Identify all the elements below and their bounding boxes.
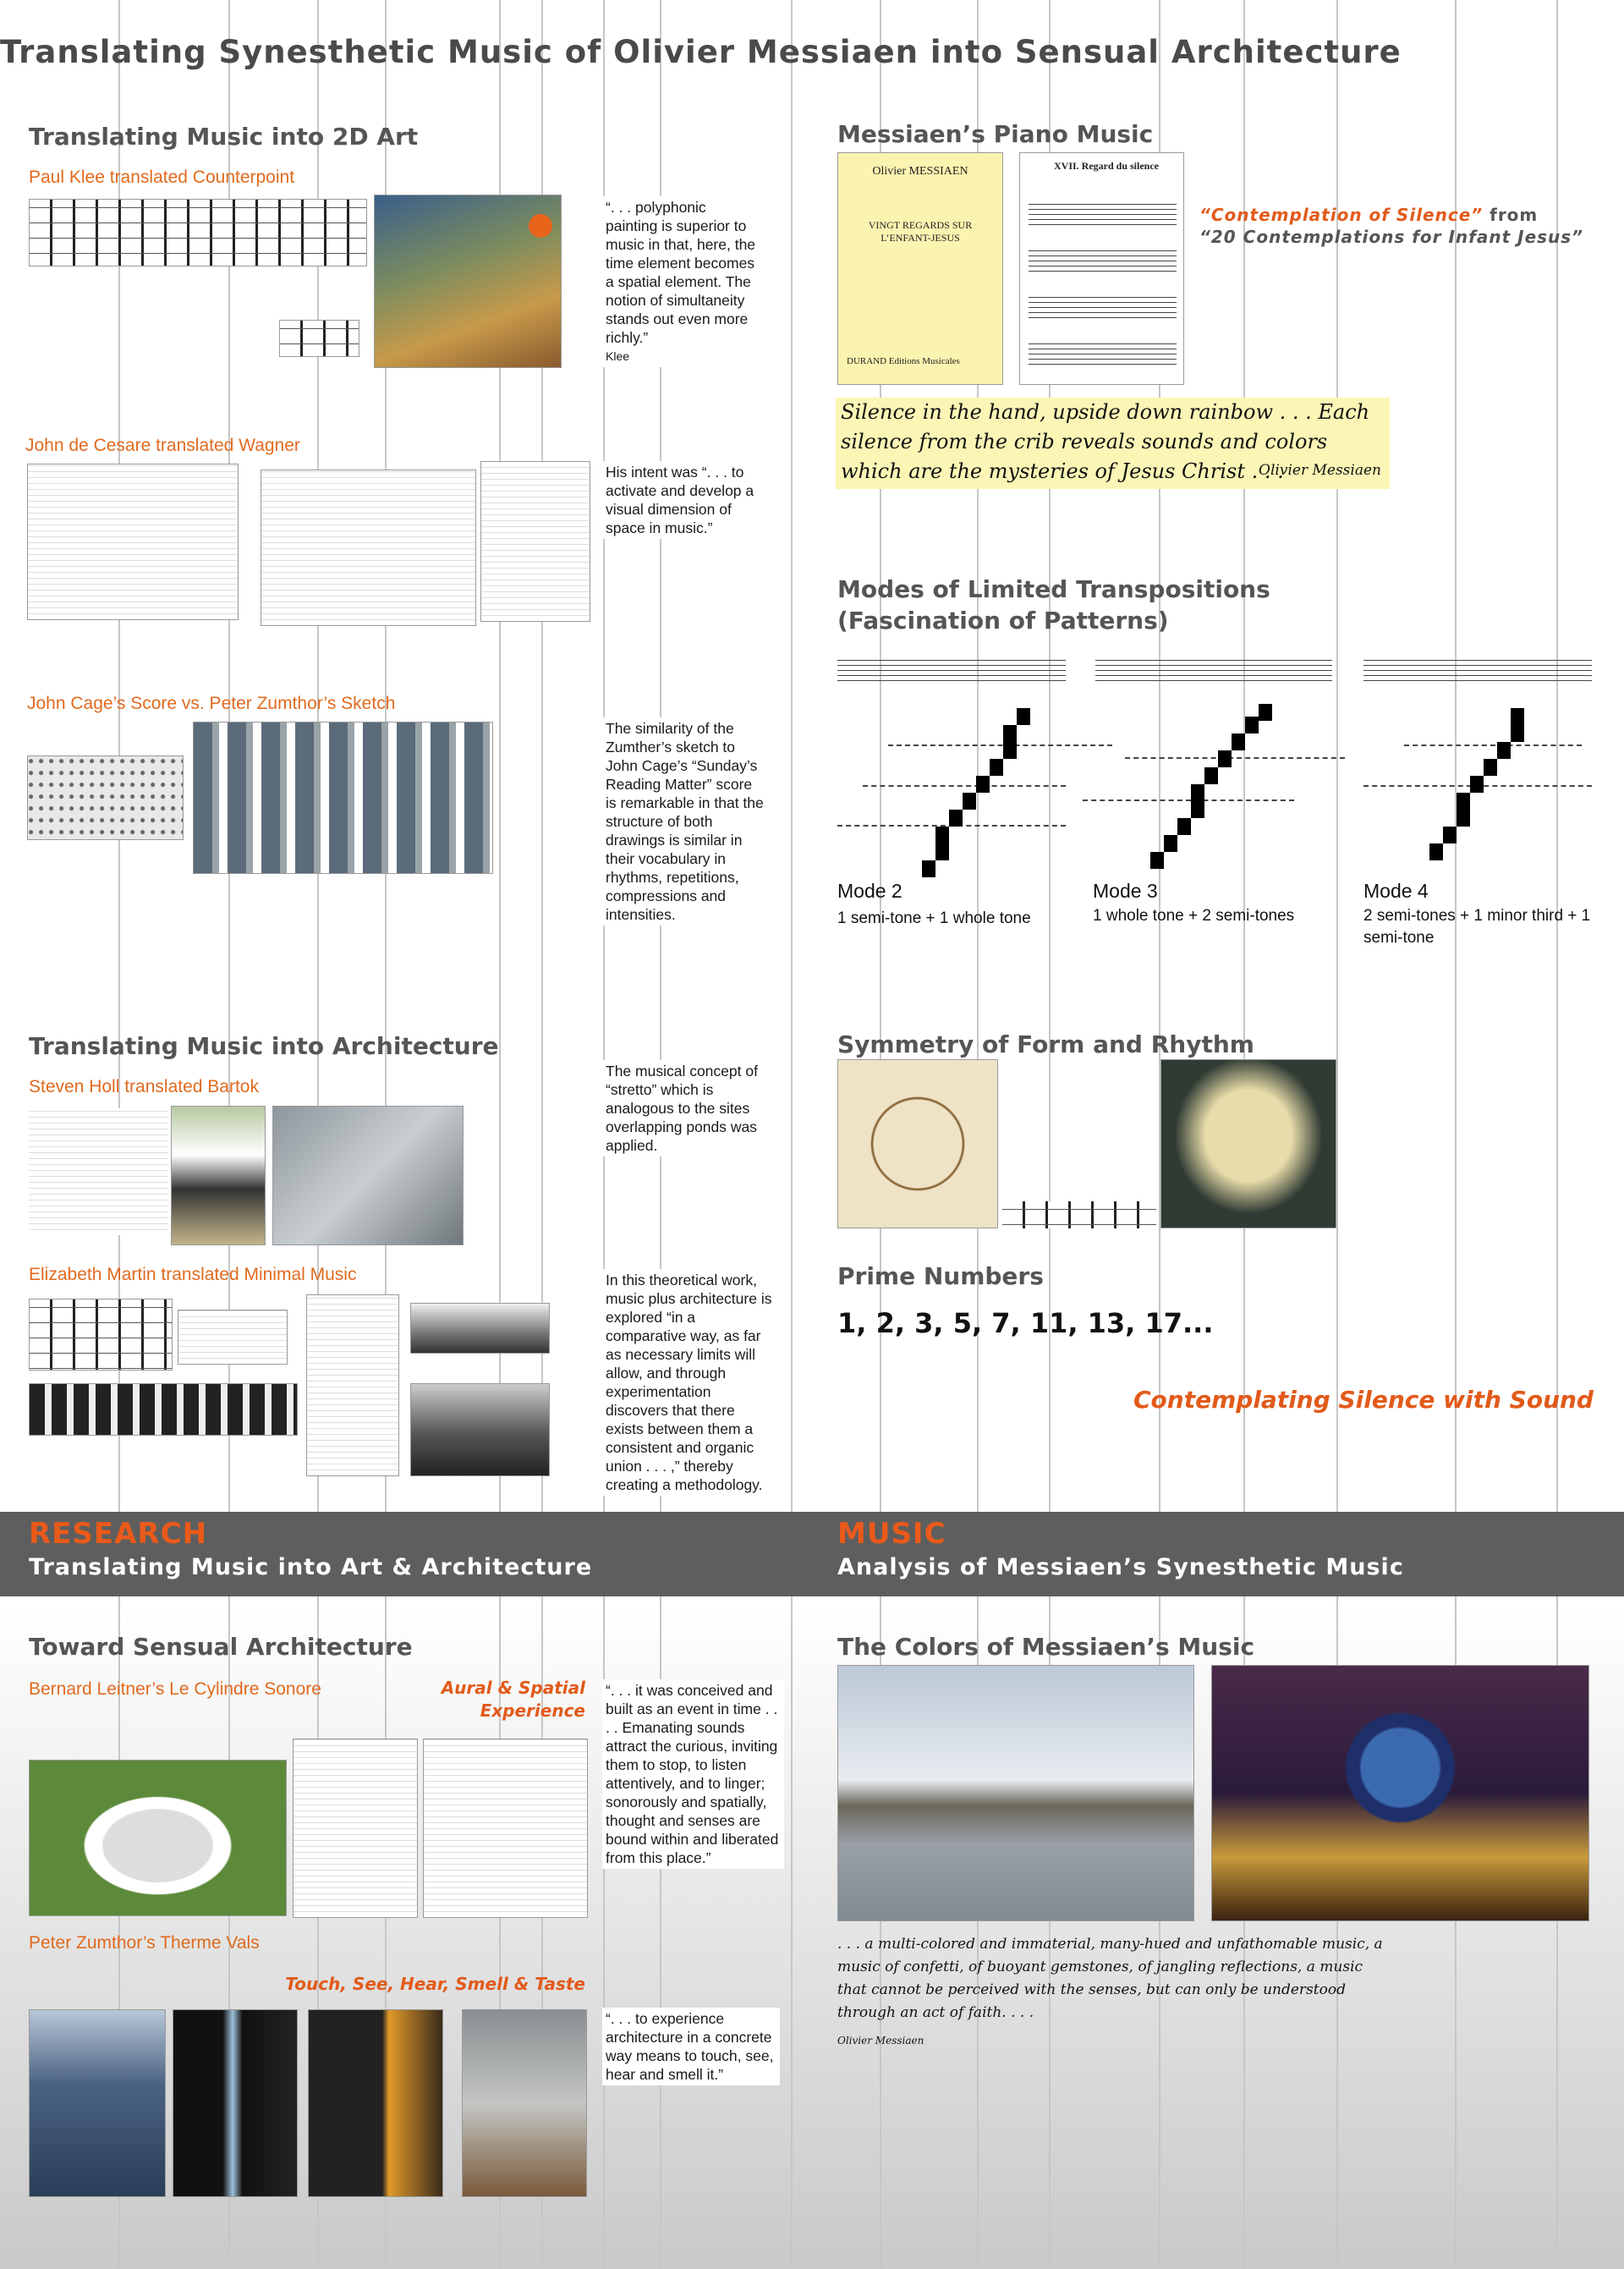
leitner-plan-image <box>293 1739 418 1918</box>
mode4-step <box>1457 810 1470 827</box>
mode2-name: Mode 2 <box>837 880 903 902</box>
moth-image <box>1160 1059 1336 1228</box>
piano-heading: Messiaen’s Piano Music <box>837 120 1154 148</box>
score-page-title: XVII. Regard du silence <box>1054 160 1160 172</box>
leitner-tag: Aural & Spatial Experience <box>441 1678 585 1721</box>
caption-from: from <box>1483 205 1539 225</box>
section-heading-architecture: Translating Music into Architecture <box>29 1032 499 1060</box>
mode4-staff <box>1363 656 1592 681</box>
score-page-image <box>1019 152 1184 385</box>
score-staff-3 <box>1029 293 1177 318</box>
martin-drawing-1 <box>29 1299 173 1371</box>
mode3-step <box>1191 784 1204 801</box>
cage-score-image <box>27 755 184 840</box>
mode3-name: Mode 3 <box>1093 880 1158 902</box>
mode4-step <box>1429 843 1443 860</box>
mode3-desc: 1 whole tone + 2 semi-tones <box>1093 907 1295 925</box>
mode2-step <box>922 860 935 877</box>
modes-heading-line2: (Fascination of Patterns) <box>837 607 1169 635</box>
piano-quote-text: Silence in the hand, upside down rainbow . . . Each silence from the crib reveals sounds and colors which are the mysteries of Jesus Christ . . . <box>841 400 1370 483</box>
mode2-step <box>935 843 949 860</box>
martin-strip-image <box>29 1383 298 1436</box>
holl-photo-image <box>171 1106 266 1245</box>
modes-heading <box>837 574 1270 636</box>
section-heading-sensual: Toward Sensual Architecture <box>29 1633 413 1661</box>
mode3-step <box>1232 733 1245 750</box>
primes-heading: Prime Numbers <box>837 1262 1044 1290</box>
sainte-chapelle-image <box>1211 1665 1589 1921</box>
cesare-label: John de Cesare translated Wagner <box>25 436 300 455</box>
mode3-step <box>1245 717 1259 733</box>
mode3-step <box>1177 818 1191 835</box>
score-cover-image <box>837 152 1003 385</box>
music-sublabel: Analysis of Messiaen’s Synesthetic Music <box>837 1554 1404 1580</box>
klee-quote-author: Klee <box>606 349 630 363</box>
mode3-step <box>1150 852 1164 869</box>
leitner-label: Bernard Leitner’s Le Cylindre Sonore <box>29 1679 321 1699</box>
mode2-step <box>1017 708 1030 725</box>
mode4-step <box>1497 742 1511 759</box>
section-band <box>0 1512 1624 1596</box>
colors-quote-author: Olivier Messiaen <box>837 2035 924 2046</box>
leitner-quote: “. . . it was conceived and built as an event in time . . . . Emanating sounds attract the curious, inviting them to stop, to listen attentively, and to linger; sonorously and spatially, thought and senses are bound within and liberated from this place.” <box>602 1679 784 1869</box>
therme-vals-photo-3 <box>308 2009 443 2197</box>
colors-quote <box>837 1933 1387 2052</box>
section-heading-2d-art: Translating Music into 2D Art <box>29 123 419 151</box>
mode4-step <box>1511 725 1524 742</box>
mode4-step <box>1511 708 1524 725</box>
mode3-diagram <box>1150 704 1269 877</box>
mode2-step <box>935 827 949 843</box>
holl-label: Steven Holl translated Bartok <box>29 1077 259 1096</box>
mode2-desc: 1 semi-tone + 1 whole tone <box>837 909 1031 927</box>
mode3-step <box>1164 835 1177 852</box>
mode3-staff <box>1095 656 1332 681</box>
klee-quote-text: “. . . polyphonic painting is superior to music in that, here, the time element becomes a spatial element. The notion of simultaneity stands out even more richly.” <box>606 199 756 346</box>
mode4-step <box>1443 827 1457 843</box>
martin-drawing-2 <box>178 1310 288 1365</box>
cover-title: VINGT REGARDS SUR L’ENFANT-JESUS <box>868 219 973 244</box>
music-label: MUSIC <box>837 1517 946 1551</box>
symmetry-heading: Symmetry of Form and Rhythm <box>837 1030 1254 1058</box>
cover-author: Olivier MESSIAEN <box>872 165 968 178</box>
mode2-staff <box>837 656 1066 681</box>
mode4-diagram <box>1429 704 1548 877</box>
mode2-step <box>990 759 1003 776</box>
klee-quote <box>602 196 763 367</box>
research-sublabel: Translating Music into Art & Architecture <box>29 1554 593 1580</box>
mode2-step <box>976 776 990 793</box>
martin-photo-1 <box>410 1303 550 1354</box>
rhythm-score-image <box>1002 1201 1156 1228</box>
mode3-step <box>1191 801 1204 818</box>
page-title: Translating Synesthetic Music of Olivier Messiaen into Sensual Architecture <box>0 34 1402 70</box>
mode4-desc: 2 semi-tones + 1 minor third + 1 semi-tone <box>1363 907 1591 947</box>
klee-score-detail-image <box>279 320 359 357</box>
martin-drawing-3 <box>306 1294 399 1476</box>
mode4-step <box>1457 793 1470 810</box>
modes-heading-line1: Modes of Limited Transpositions <box>837 575 1270 603</box>
leitner-section-image <box>423 1739 588 1918</box>
cover-publisher: DURAND Editions Musicales <box>847 356 960 366</box>
cesare-drawing-3 <box>480 461 590 622</box>
mode4-step <box>1470 776 1484 793</box>
mode2-step <box>949 810 963 827</box>
klee-painting-image <box>374 195 562 368</box>
mode3-step <box>1204 767 1218 784</box>
mode3-step <box>1218 750 1232 767</box>
holl-axonometric-image <box>29 1108 168 1235</box>
piano-quote-box <box>836 398 1390 489</box>
sun-shape <box>529 214 552 238</box>
zumthor-quote: “. . . to experience architecture in a concrete way means to touch, see, hear and smell it.” <box>602 2008 780 2085</box>
cesare-drawing-1 <box>27 464 239 620</box>
zumthor-tag: Touch, See, Hear, Smell & Taste <box>285 1974 585 1994</box>
piano-caption <box>1199 205 1583 247</box>
cage-label: John Cage’s Score vs. Peter Zumthor’s Sketch <box>27 694 396 713</box>
klee-score-image <box>29 199 367 266</box>
score-staff-4 <box>1029 339 1177 365</box>
caption-line2: “20 Contemplations for Infant Jesus” <box>1199 227 1584 247</box>
cesare-quote: His intent was “. . . to activate and develop a visual dimension of space in music.” <box>602 461 763 539</box>
mode3-step <box>1259 704 1272 721</box>
cage-quote: The similarity of the Zumther’s sketch to John Cage’s “Sunday’s Reading Matter” score is remarkable in that the structure of both drawings is similar in their vocabulary in rhythms, repetitions, compressions and intensities. <box>602 717 767 926</box>
martin-photo-2 <box>410 1383 550 1476</box>
score-staff-2 <box>1029 246 1177 272</box>
mode4-step <box>1484 759 1497 776</box>
colors-quote-text: . . . a multi-colored and immaterial, many-hued and unfathomable music, a music of confetti, of buoyant gemstones, of jangling reflections, a music that cannot be perceived with the senses, but can only be understood through an act of faith. . . . <box>837 1936 1383 2021</box>
martin-label: Elizabeth Martin translated Minimal Music <box>29 1265 357 1284</box>
holl-model-image <box>272 1106 464 1245</box>
mode2-step <box>963 793 976 810</box>
piano-quote-author: Olivier Messiaen <box>1259 462 1381 479</box>
cesare-drawing-2 <box>261 470 476 626</box>
martin-quote: In this theoretical work, music plus architecture is explored “in a comparative way, as far as necessary limits will allow, and through experimentation discovers that there exists between them a consistent and organic union . . . ,” thereby creating a methodology. <box>602 1269 776 1496</box>
therme-vals-photo-1 <box>29 2009 166 2197</box>
therme-vals-photo-2 <box>173 2009 298 2197</box>
rainbow-image <box>837 1665 1194 1921</box>
research-label: RESEARCH <box>29 1517 208 1551</box>
mode2-step <box>1003 725 1017 742</box>
leitner-photo-image <box>29 1760 287 1916</box>
therme-vals-photo-4 <box>462 2009 587 2197</box>
mode4-name: Mode 4 <box>1363 880 1429 902</box>
vitruvian-man-image <box>837 1059 998 1228</box>
mode2-step <box>1003 742 1017 759</box>
holl-quote: The musical concept of “stretto” which is analogous to the sites overlapping ponds was applied. <box>602 1060 763 1156</box>
score-staff-1 <box>1029 200 1177 225</box>
contemplating-label: Contemplating Silence with Sound <box>1133 1386 1594 1414</box>
zumthor-sketch-image <box>193 722 493 874</box>
zumthor-label: Peter Zumthor’s Therme Vals <box>29 1933 260 1953</box>
caption-quoted: “Contemplation of Silence” <box>1199 205 1484 225</box>
klee-label: Paul Klee translated Counterpoint <box>29 168 295 187</box>
colors-heading: The Colors of Messiaen’s Music <box>837 1633 1255 1661</box>
mode2-diagram <box>922 704 1040 877</box>
primes-values: 1, 2, 3, 5, 7, 11, 13, 17... <box>837 1307 1214 1339</box>
